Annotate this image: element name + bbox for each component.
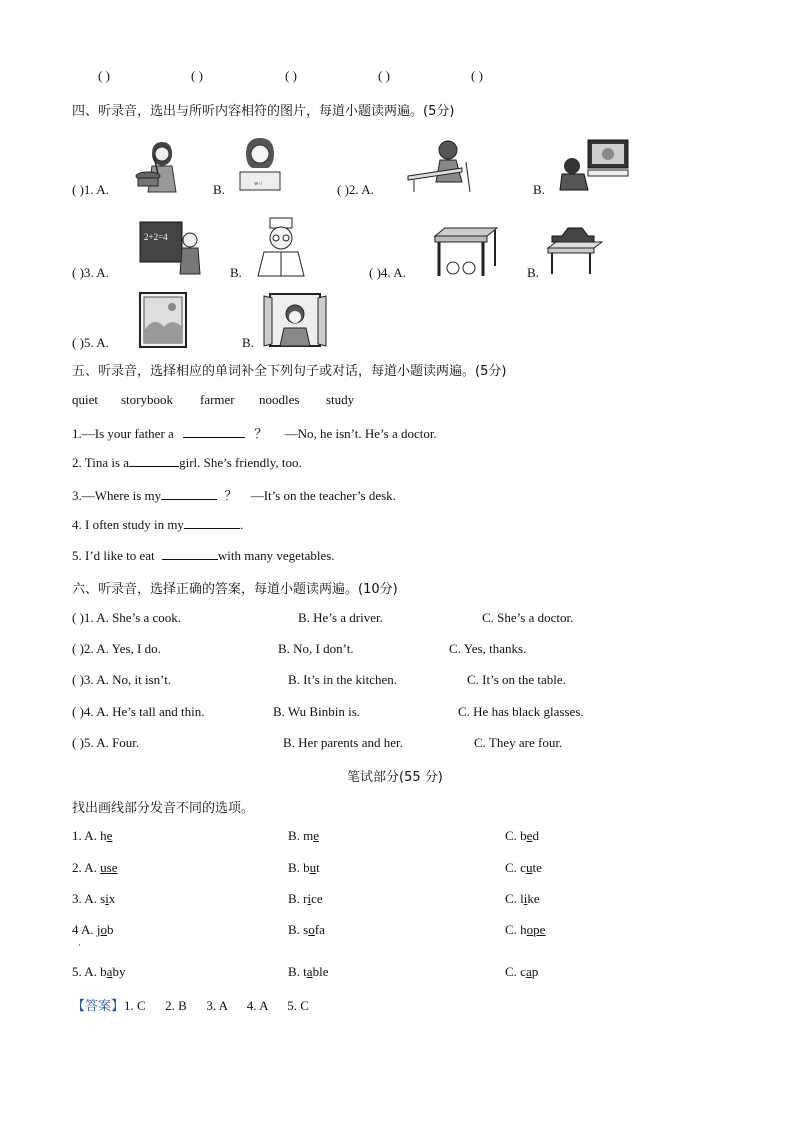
phonics-row xyxy=(72,891,115,907)
option-label: C. xyxy=(505,964,521,979)
word-bank-item: study xyxy=(326,392,355,407)
word-part: ce xyxy=(311,891,323,906)
choice-option-b: B. He’s a driver. xyxy=(298,610,383,625)
word-part: m xyxy=(303,828,314,843)
choice-question-a: ( )2. A. Yes, I do. xyxy=(72,641,161,656)
answer-bracket: ( ) xyxy=(378,68,390,83)
section-6-title: 六、听录音，选择正确的答案，每道小题读两遍。(10分) xyxy=(72,582,398,597)
phonics-option-c xyxy=(505,891,540,907)
phonics-option-b xyxy=(288,828,319,844)
word-part: h xyxy=(100,828,107,843)
answer-blank[interactable] xyxy=(129,454,179,467)
answer-bracket: ( ) xyxy=(285,68,297,83)
word-part: fa xyxy=(314,922,325,937)
woman-cooking-picture xyxy=(134,138,184,194)
question-text: 2. Tina is a xyxy=(72,455,130,470)
question-3-prefix: ( )3. A. xyxy=(72,265,109,280)
question-text-end: girl. She’s friendly, too. xyxy=(179,455,302,470)
question-5-prefix: ( )5. A. xyxy=(72,335,109,350)
underlined-letters: u xyxy=(525,860,533,875)
underlined-letters: i xyxy=(523,891,528,906)
question-4-prefix: ( )4. A. xyxy=(369,265,406,280)
answer-blank[interactable] xyxy=(183,425,245,438)
question-text: 3.—Where is my xyxy=(72,488,162,503)
option-b-label: B. xyxy=(213,182,225,197)
choice-option-b: B. Her parents and her. xyxy=(283,735,403,750)
choice-question-a: ( )3. A. No, it isn’t. xyxy=(72,672,172,687)
word-part: p xyxy=(531,964,539,979)
question-1-prefix: ( )1. A. xyxy=(72,182,109,197)
choice-option-c: C. Yes, thanks. xyxy=(449,641,527,656)
phonics-row xyxy=(72,922,114,938)
word-part: ble xyxy=(312,964,329,979)
item-number: 5. A. xyxy=(72,964,101,979)
underlined-letters: e xyxy=(313,828,320,843)
word-part: b xyxy=(107,922,114,937)
choice-option-c: C. He has black glasses. xyxy=(458,704,584,719)
choice-question-a: ( )1. A. She’s a cook. xyxy=(72,610,182,625)
boy-writing-picture xyxy=(404,136,480,194)
underlined-letters: u xyxy=(100,860,107,875)
item-number: 3. A. xyxy=(72,891,101,906)
underlined-letters: a xyxy=(525,964,532,979)
choice-question-a: ( )4. A. He’s tall and thin. xyxy=(72,704,205,719)
response-text: —No, he isn’t. He’s a doctor. xyxy=(284,426,437,441)
choice-question-a: ( )5. A. Four. xyxy=(72,735,140,750)
question-mark: ？ xyxy=(224,488,238,503)
boy-at-window-picture xyxy=(262,292,328,348)
choice-option-c: C. She’s a doctor. xyxy=(482,610,574,625)
word-part: ke xyxy=(527,891,540,906)
underlined-letters: i xyxy=(105,891,109,906)
choice-option-c: C. They are four. xyxy=(474,735,563,750)
written-section-title: 笔试部分(55 分) xyxy=(347,770,443,785)
answer-bracket: ( ) xyxy=(98,68,110,83)
boy-watching-tv-picture xyxy=(556,136,632,194)
phonics-option-b xyxy=(288,922,325,938)
underlined-letters: o xyxy=(526,922,534,937)
word-part: by xyxy=(112,964,126,979)
underlined-letters: o xyxy=(100,922,108,937)
word-part: l xyxy=(520,891,524,906)
phonics-option-b xyxy=(288,891,323,907)
response-text: —It’s on the teacher’s desk. xyxy=(250,488,396,503)
fill-question-2 xyxy=(72,454,302,471)
choice-option-b: B. It’s in the kitchen. xyxy=(288,672,398,687)
phonics-row xyxy=(72,828,112,844)
car-on-table-picture xyxy=(546,222,604,276)
choice-option-c: C. It’s on the table. xyxy=(467,672,566,687)
item-number: 4 A. xyxy=(72,922,97,937)
word-part: s xyxy=(303,922,309,937)
underlined-letters: i xyxy=(307,891,312,906)
word-part: te xyxy=(532,860,542,875)
word-bank-item: quiet xyxy=(72,392,98,407)
underlined-letters: a xyxy=(106,964,113,979)
choice-option-b: B. Wu Binbin is. xyxy=(273,704,361,719)
option-label: C. xyxy=(505,828,521,843)
svg-text:2+2=4: 2+2=4 xyxy=(144,232,168,242)
question-text: 1.—Is your father a xyxy=(72,426,174,441)
word-part: x xyxy=(108,891,116,906)
underlined-letters: a xyxy=(306,964,313,979)
word-part: c xyxy=(520,964,526,979)
option-label: B. xyxy=(288,860,304,875)
phonics-option-c xyxy=(505,964,538,980)
word-part: h xyxy=(520,922,527,937)
phonics-row xyxy=(72,860,118,876)
phonics-option-b xyxy=(288,964,328,980)
section-4-title: 四、听录音，选出与所听内容相符的图片，每道小题读两遍。(5分) xyxy=(72,104,455,119)
answer-blank[interactable] xyxy=(162,547,218,560)
svg-text:w·/: w·/ xyxy=(254,181,262,187)
stray-dot: · xyxy=(78,940,81,950)
word-part: se xyxy=(106,860,118,875)
phonics-option-c xyxy=(505,828,539,844)
option-label: B. xyxy=(288,828,304,843)
answer-list: 1. C 2. B 3. A 4. A 5. C xyxy=(124,998,309,1013)
word-part: b xyxy=(303,860,310,875)
fill-question-5 xyxy=(72,547,335,564)
word-part: b xyxy=(100,964,107,979)
underlined-letters: e xyxy=(106,828,113,843)
phonics-option-c xyxy=(505,922,545,938)
answer-tag: 【答案】 xyxy=(72,999,125,1014)
word-part: pe xyxy=(533,922,546,937)
question-mark: ？ xyxy=(254,426,268,441)
option-label: B. xyxy=(288,922,304,937)
answer-bracket: ( ) xyxy=(471,68,483,83)
word-bank-item: farmer xyxy=(200,392,235,407)
underlined-letters: o xyxy=(308,922,315,937)
word-part: t xyxy=(316,860,320,875)
word-part: s xyxy=(100,891,106,906)
phonics-option-c xyxy=(505,860,542,876)
answer-blank[interactable] xyxy=(161,487,217,500)
fill-question-3 xyxy=(72,485,396,504)
question-text-end: . xyxy=(239,517,244,532)
answer-bracket: ( ) xyxy=(191,68,203,83)
written-instruction: 找出画线部分发音不同的选项。 xyxy=(72,801,255,816)
option-label: C. xyxy=(505,860,521,875)
option-b-label: B. xyxy=(230,265,242,280)
option-label: C. xyxy=(505,922,521,937)
doctor-picture xyxy=(250,216,312,278)
question-text: 4. I often study in my xyxy=(72,517,184,532)
word-part: r xyxy=(303,891,308,906)
word-bank-item: storybook xyxy=(121,392,173,407)
fill-question-1 xyxy=(72,423,437,442)
phonics-option-b xyxy=(288,860,320,876)
option-b-label: B. xyxy=(242,335,254,350)
option-label: B. xyxy=(288,964,304,979)
section-5-title: 五、听录音，选择相应的单词补全下列句子或对话，每道小题读两遍。(5分) xyxy=(72,364,507,379)
question-2-prefix: ( )2. A. xyxy=(337,182,374,197)
answer-line xyxy=(72,995,309,1014)
option-b-label: B. xyxy=(527,265,539,280)
question-text: 5. I’d like to eat xyxy=(72,548,155,563)
fill-question-4 xyxy=(72,516,243,533)
landscape-picture xyxy=(138,291,188,349)
word-bank-item: noodles xyxy=(259,392,300,407)
underlined-letters: u xyxy=(309,860,317,875)
option-label: C. xyxy=(505,891,521,906)
bike-under-table-picture xyxy=(433,226,499,278)
option-b-label: B. xyxy=(533,182,545,197)
word-part: b xyxy=(520,828,527,843)
word-part: d xyxy=(532,828,539,843)
choice-option-b: B. No, I don’t. xyxy=(278,641,354,656)
word-part: c xyxy=(520,860,526,875)
option-label: B. xyxy=(288,891,304,906)
underlined-letters: e xyxy=(526,828,533,843)
word-part: t xyxy=(303,964,307,979)
word-part: j xyxy=(96,922,101,937)
phonics-row xyxy=(72,964,125,980)
teacher-at-blackboard-picture xyxy=(138,220,206,276)
item-number: 1. A. xyxy=(72,828,101,843)
girl-with-laptop-picture xyxy=(236,136,284,194)
answer-blank[interactable] xyxy=(184,516,240,529)
item-number: 2. A. xyxy=(72,860,101,875)
question-text-end: with many vegetables. xyxy=(217,548,335,563)
